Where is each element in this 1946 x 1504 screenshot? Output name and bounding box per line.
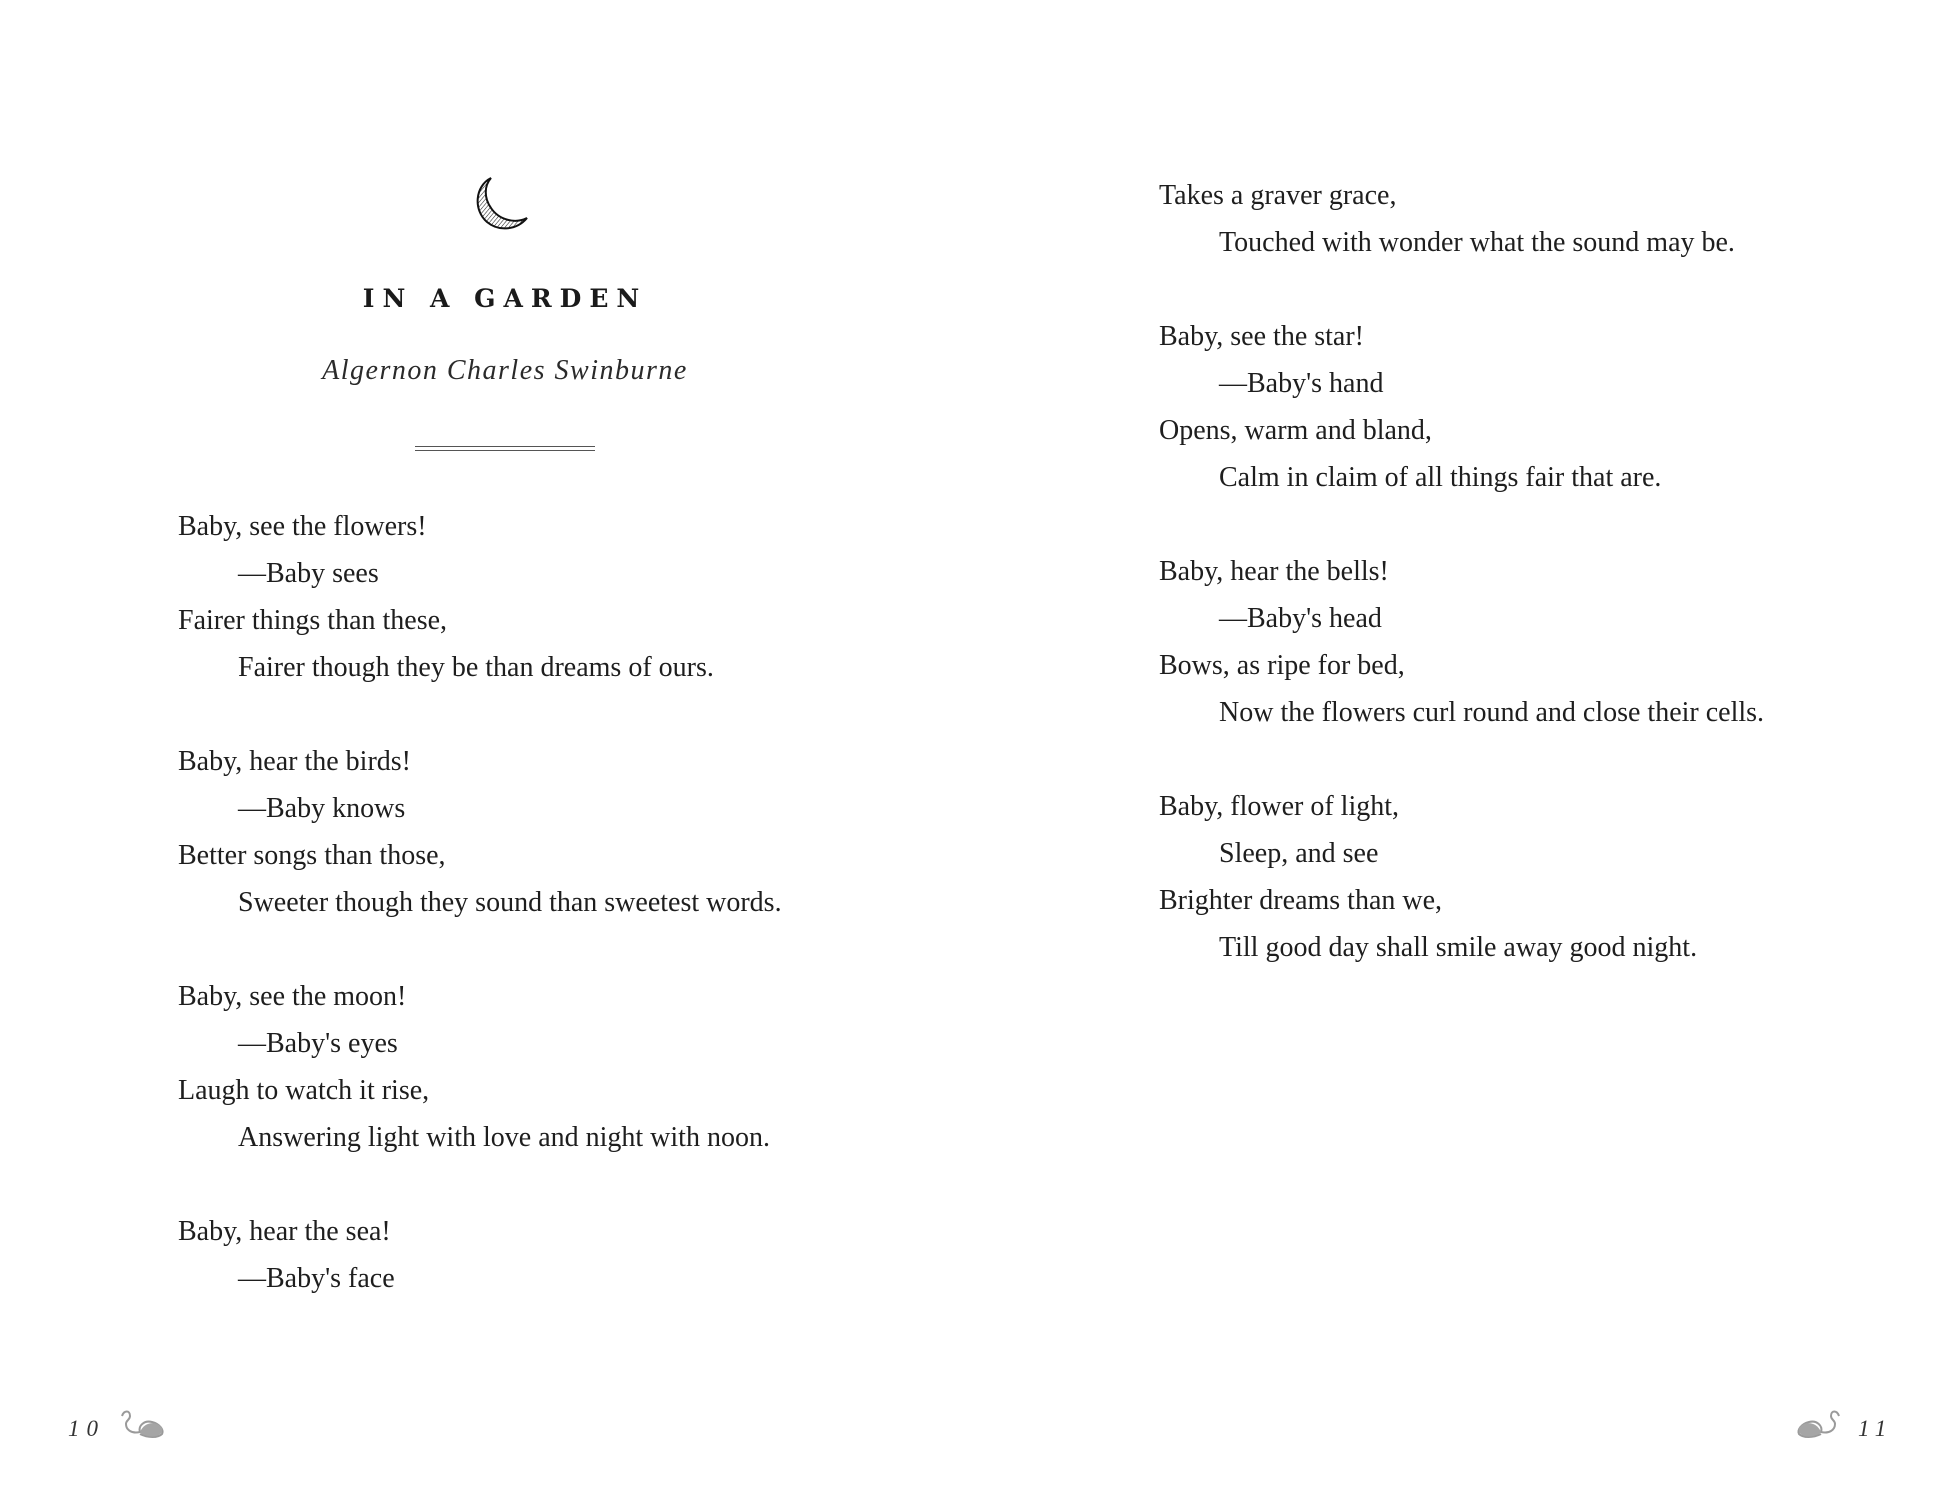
stanza: [1159, 548, 1764, 736]
poem-line: Touched with wonder what the sound may be.: [1219, 227, 1735, 258]
crescent-moon-icon: [471, 174, 531, 234]
poem-line: Better songs than those,: [178, 840, 446, 871]
poem-author: Algernon Charles Swinburne: [322, 355, 688, 386]
poem-line: Baby, hear the sea!: [178, 1216, 391, 1247]
stanza: [1159, 172, 1764, 266]
leaf-ornament-icon: [1793, 1408, 1843, 1444]
poem-line: Baby, see the moon!: [178, 981, 407, 1012]
poem-line: Baby, flower of light,: [1159, 791, 1400, 822]
poem-line: Brighter dreams than we,: [1159, 885, 1443, 916]
left-page-poem: [178, 503, 782, 1302]
stanza: [178, 973, 782, 1161]
poem-line: Answering light with love and night with noon.: [238, 1122, 770, 1153]
stanza: [1159, 783, 1764, 971]
poem-line: Sweeter though they sound than sweetest words.: [238, 887, 782, 918]
poem-line: Fairer things than these,: [178, 605, 448, 636]
stanza: [178, 738, 782, 926]
page-number-right: 11: [1858, 1416, 1894, 1441]
poem-line: Baby, hear the birds!: [178, 746, 411, 777]
poem-line: Baby, hear the bells!: [1159, 556, 1389, 587]
page-number-left: 10: [68, 1416, 105, 1441]
poem-line: Fairer though they be than dreams of ours.: [238, 652, 714, 683]
poem-line: —Baby's face: [238, 1263, 395, 1294]
poem-line: —Baby knows: [238, 793, 406, 824]
poem-line: Calm in claim of all things fair that are.: [1219, 462, 1662, 493]
poem-line: —Baby's hand: [1219, 368, 1384, 399]
title-divider: [415, 446, 595, 451]
right-page-poem: [1159, 172, 1764, 971]
poem-line: Now the flowers curl round and close their cells.: [1219, 697, 1765, 728]
leaf-ornament-icon: [118, 1408, 168, 1444]
poem-title: IN A GARDEN: [362, 284, 648, 313]
poem-line: Till good day shall smile away good night.: [1219, 932, 1698, 963]
poem-line: Takes a graver grace,: [1159, 180, 1397, 211]
poem-line: Laugh to watch it rise,: [178, 1075, 430, 1106]
poem-line: Baby, see the flowers!: [178, 511, 427, 542]
poem-line: —Baby's head: [1219, 603, 1382, 634]
poem-line: Baby, see the star!: [1159, 321, 1364, 352]
poem-line: —Baby's eyes: [238, 1028, 398, 1059]
poem-line: Sleep, and see: [1219, 838, 1379, 869]
stanza: [1159, 313, 1764, 501]
poem-line: Bows, as ripe for bed,: [1159, 650, 1405, 681]
poem-line: —Baby sees: [238, 558, 379, 589]
stanza: [178, 503, 782, 691]
poem-line: Opens, warm and bland,: [1159, 415, 1432, 446]
stanza: [178, 1208, 782, 1302]
